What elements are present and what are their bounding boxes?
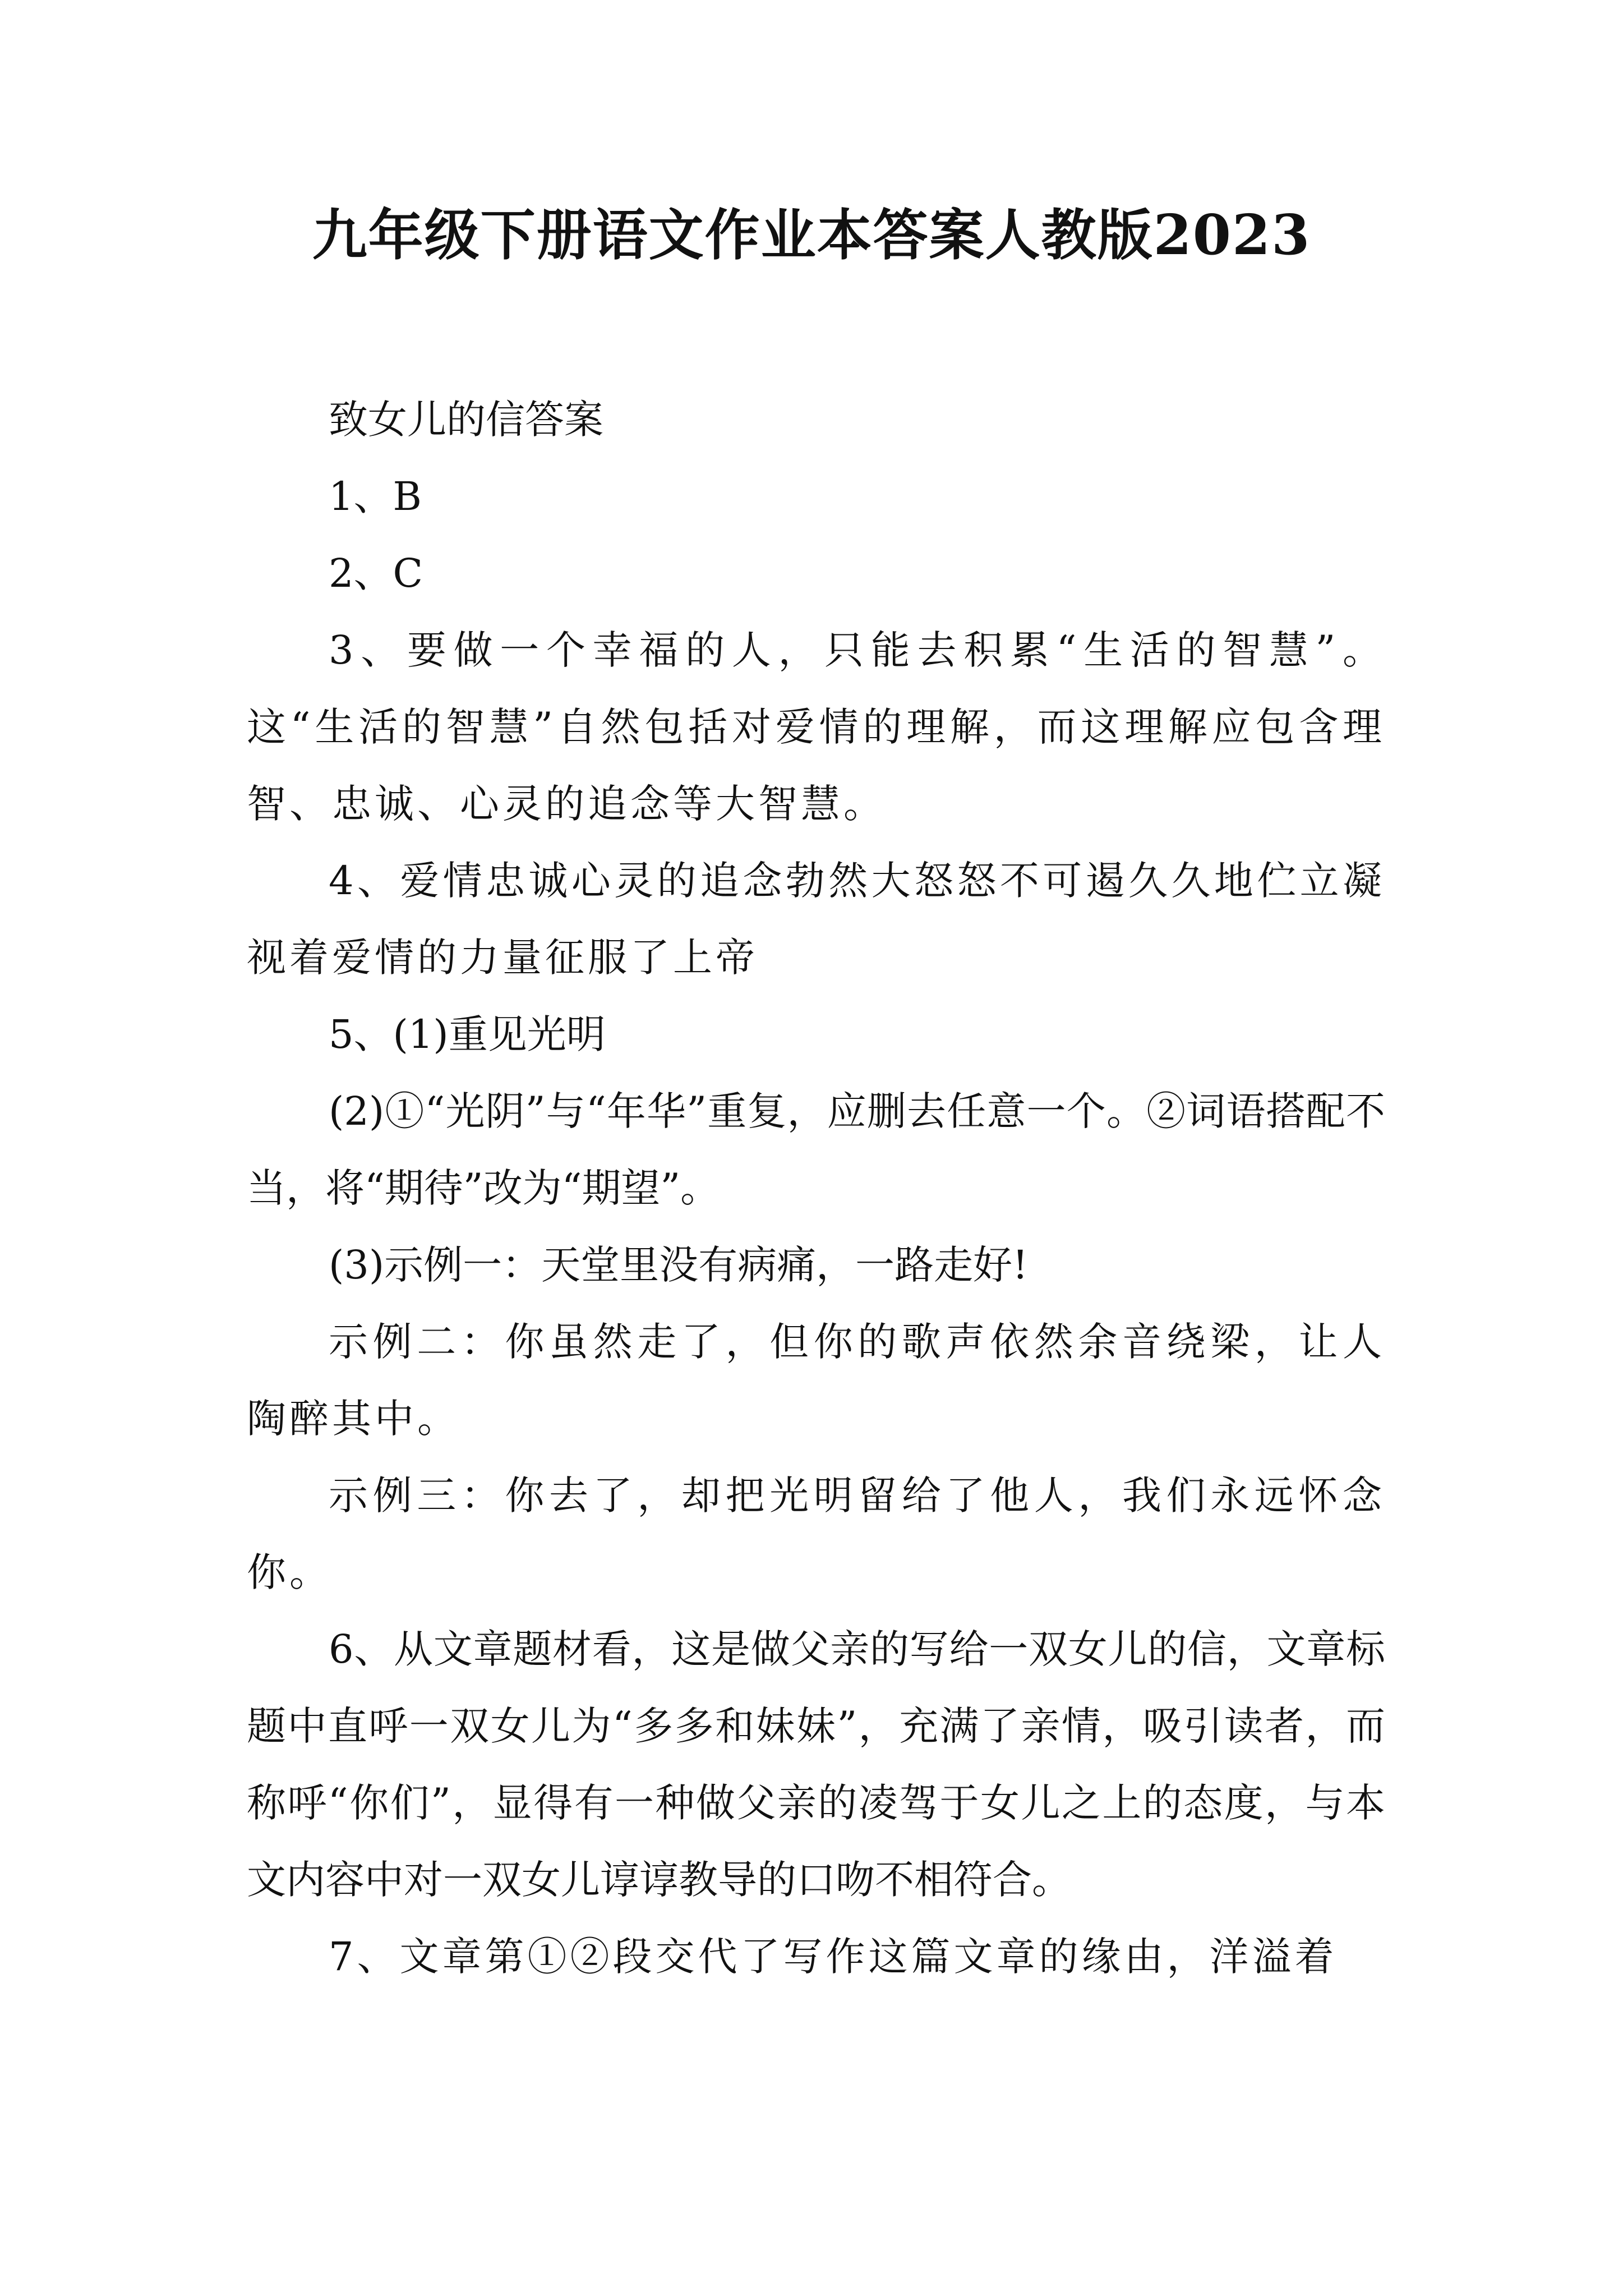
answer-paragraph: 1、B [329, 473, 422, 519]
answer-paragraph: (3)示例一：天堂里没有病痛，一路走好! [329, 1242, 1029, 1288]
answer-paragraph: 5、(1)重见光明 [329, 1011, 606, 1057]
answer-paragraph: 3、要做一个幸福的人，只能去积累“生活的智慧”。这“生活的智慧”自然包括对爱情的理解，而这理解应包含理智、忠诚、心灵的追念等大智慧。 [247, 627, 1385, 827]
answer-paragraph: 示例三：你去了，却把光明留给了他人，我们永远怀念你。 [247, 1473, 1385, 1595]
document-body [247, 381, 1385, 1995]
answer-paragraph: 2、C [329, 550, 423, 596]
answer-paragraph: 6、从文章题材看，这是做父亲的写给一双女儿的信，文章标题中直呼一双女儿为“多多和妹妹”，充满了亲情，吸引读者，而称呼“你们”，显得有一种做父亲的凌驾于女儿之上的态度，与本文内容中对一双女儿谆谆教导的口吻不相符合。 [247, 1626, 1385, 1903]
document-title: 九年级下册语文作业本答案人教版2023 [312, 203, 1311, 268]
answer-paragraph: 4、爱情忠诚心灵的追念勃然大怒怒不可遏久久地伫立凝视着爱情的力量征服了上帝 [247, 858, 1385, 981]
answer-paragraph: (2)①“光阴”与“年华”重复，应删去任意一个。②词语搭配不当，将“期待”改为“期望”。 [247, 1088, 1385, 1211]
answer-paragraph: 7、文章第①②段交代了写作这篇文章的缘由，洋溢着 [329, 1934, 1338, 1980]
answer-paragraph: 示例二：你虽然走了，但你的歌声依然余音绕梁，让人陶醉其中。 [247, 1319, 1385, 1442]
section-heading: 致女儿的信答案 [329, 397, 603, 443]
